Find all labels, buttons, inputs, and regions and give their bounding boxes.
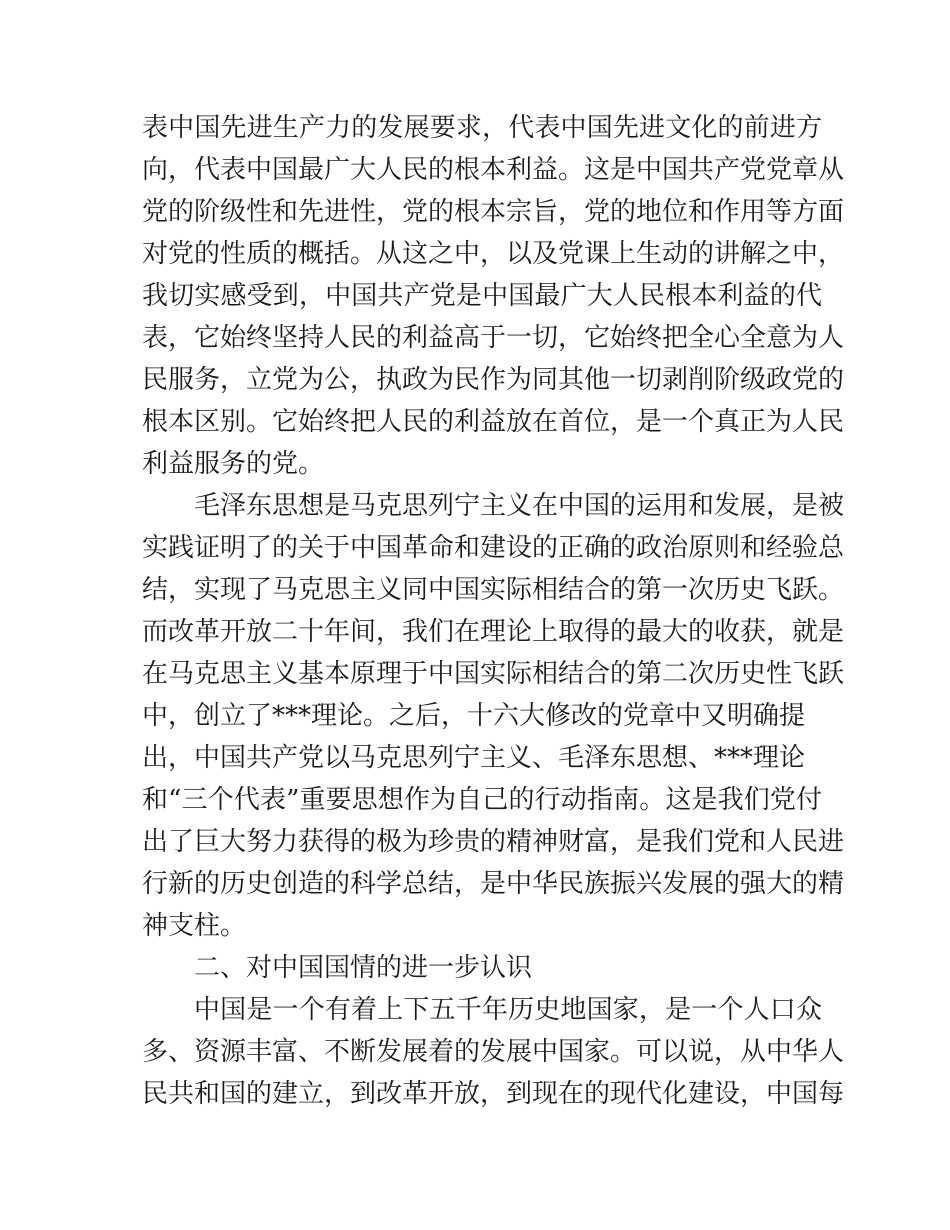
text-line: 党的阶级性和先进性，党的根本宗旨，党的地位和作用等方面	[142, 197, 845, 227]
text-line: 民共和国的建立，到改革开放，到现在的现代化建设，中国每	[142, 1079, 845, 1109]
text-line: 结，实现了马克思主义同中国实际相结合的第一次历史飞跃。	[142, 575, 845, 605]
text-line: 出，中国共产党以马克思列宁主义、毛泽东思想、***理论	[142, 743, 806, 773]
section-heading: 二、对中国国情的进一步认识	[194, 953, 533, 983]
document-body	[142, 107, 845, 1115]
text-line: 行新的历史创造的科学总结，是中华民族振兴发展的强大的精	[142, 869, 845, 899]
text-line: 中，创立了***理论。之后，十六大修改的党章中又明确提	[142, 701, 806, 731]
text-line: 和“三个代表”重要思想作为自己的行动指南。这是我们党付	[142, 785, 822, 815]
text-line: 根本区别。它始终把人民的利益放在首位，是一个真正为人民	[142, 407, 845, 437]
text-line: 利益服务的党。	[142, 449, 325, 479]
text-line: 民服务，立党为公，执政为民作为同其他一切剥削阶级政党的	[142, 365, 845, 395]
text-line: 对党的性质的概括。从这之中，以及党课上生动的讲解之中，	[142, 239, 845, 269]
text-line: 表，它始终坚持人民的利益高于一切，它始终把全心全意为人	[142, 323, 845, 353]
text-line: 向，代表中国最广大人民的根本利益。这是中国共产党党章从	[142, 155, 845, 185]
paragraph-first-line: 毛泽东思想是马克思列宁主义在中国的运用和发展，是被	[194, 491, 845, 521]
text-line: 实践证明了的关于中国革命和建设的正确的政治原则和经验总	[142, 533, 845, 563]
text-line: 多、资源丰富、不断发展着的发展中国家。可以说，从中华人	[142, 1037, 845, 1067]
text-line: 出了巨大努力获得的极为珍贵的精神财富，是我们党和人民进	[142, 827, 845, 857]
paragraph-first-line: 中国是一个有着上下五千年历史地国家，是一个人口众	[194, 995, 822, 1025]
text-line: 表中国先进生产力的发展要求，代表中国先进文化的前进方	[142, 113, 822, 143]
text-line: 而改革开放二十年间，我们在理论上取得的最大的收获，就是	[142, 617, 845, 647]
text-line: 神支柱。	[142, 911, 247, 941]
text-line: 我切实感受到，中国共产党是中国最广大人民根本利益的代	[142, 281, 822, 311]
text-line: 在马克思主义基本原理于中国实际相结合的第二次历史性飞跃	[142, 659, 845, 689]
